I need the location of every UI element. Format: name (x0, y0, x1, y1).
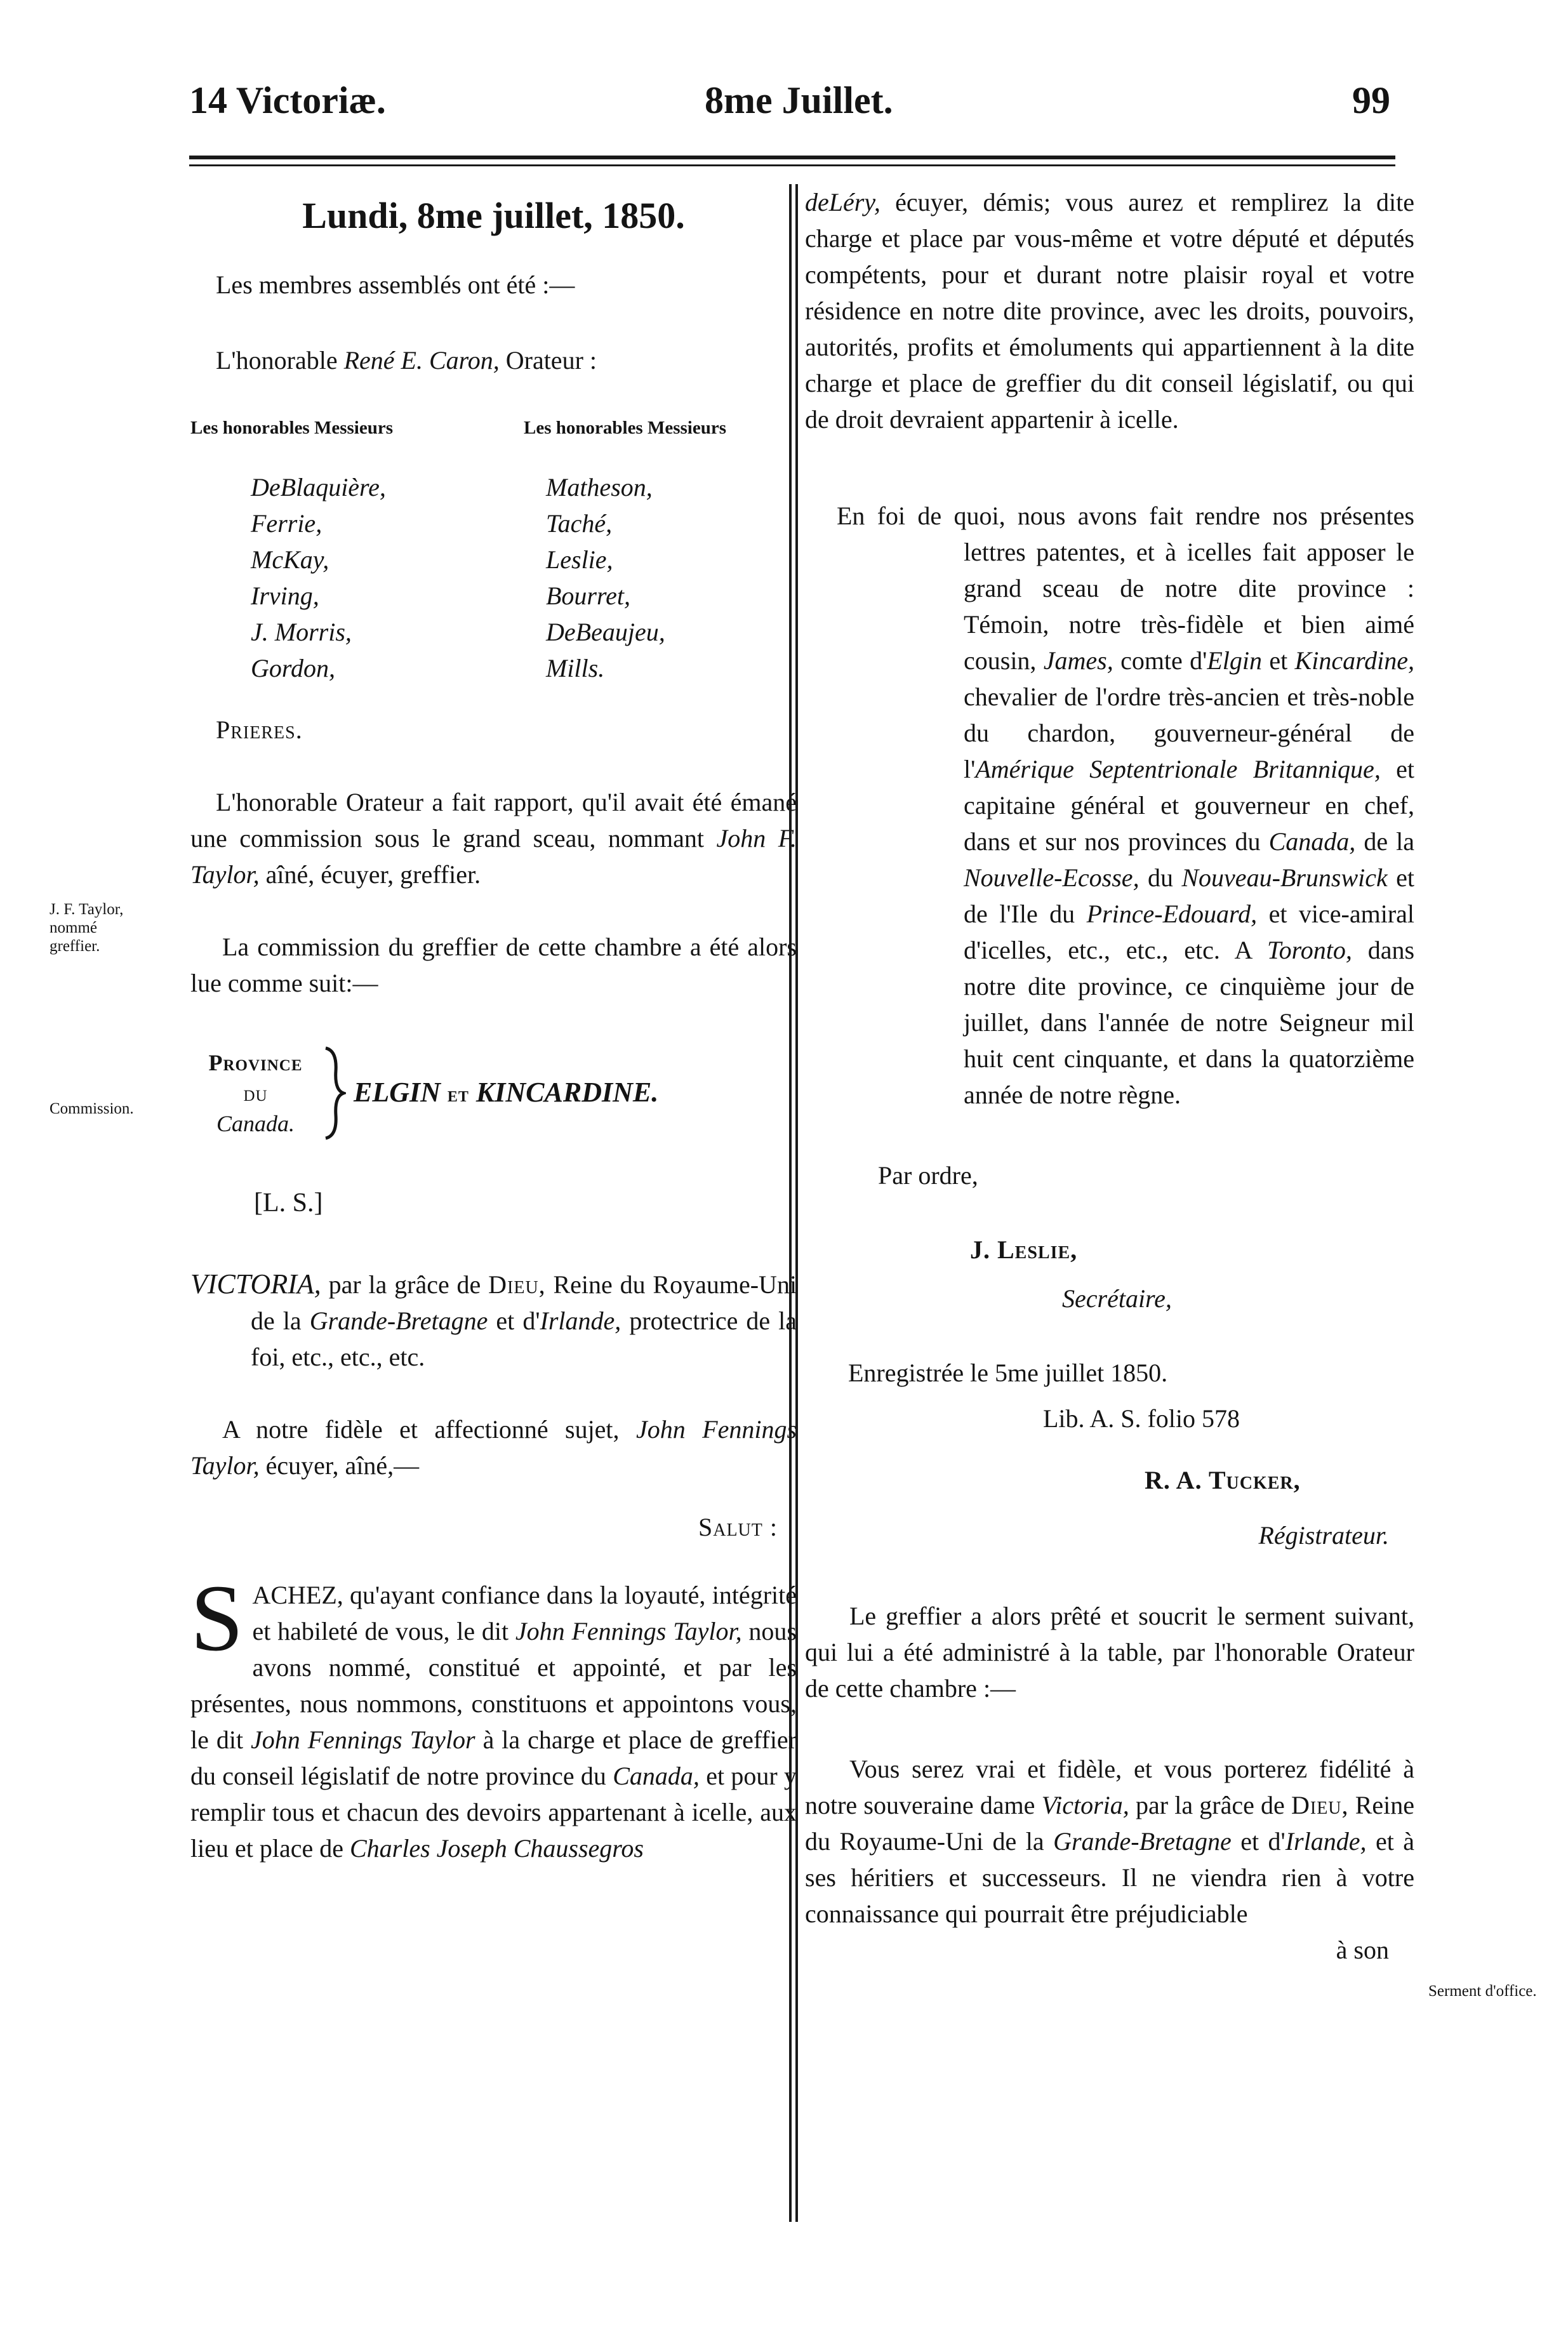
title-secretaire: Secrétaire, (1062, 1284, 1172, 1313)
page-number: 99 (1352, 79, 1390, 121)
serment-continuation: à son (1336, 1936, 1389, 1964)
par-ordre: Par ordre, (878, 1161, 978, 1190)
member-name: Mills. (546, 654, 605, 682)
title-registrateur: Régistrateur. (1258, 1521, 1389, 1550)
member-name: McKay, (251, 545, 329, 574)
enregistree-line: Enregistrée le 5me juillet 1850. (848, 1359, 1168, 1387)
signatory-leslie: J. Leslie, (970, 1235, 1078, 1264)
orateur-line: L'honorable René E. Caron, Orateur : (216, 346, 597, 375)
member-name: DeBeaujeu, (546, 618, 665, 646)
header-rule-thick (189, 156, 1395, 159)
members-names (190, 469, 797, 686)
province-block (190, 1046, 797, 1141)
left-column (190, 190, 797, 1866)
names-header-left: Les honorables Messieurs (190, 418, 393, 438)
member-name: Irving, (251, 582, 319, 610)
names-headers (190, 410, 797, 446)
orateur-name: René E. Caron, (343, 346, 500, 375)
prieres-heading: Prieres. (216, 715, 303, 744)
drop-cap: S (190, 1565, 244, 1671)
salut: Salut : (698, 1513, 778, 1541)
seal-mark: [L. S.] (254, 1188, 323, 1218)
member-name: DeBlaquière, (251, 473, 386, 502)
brace-icon (321, 1046, 346, 1141)
member-name: Matheson, (546, 473, 653, 502)
sachez-paragraph: S ACHEZ, qu'ayant confiance dans la loyauté, intégrité et habileté de vous, le dit John Fennings Taylor, nous avons nommé, constitué et appointé, et par les présentes, nous nommons, constituons et appointons vous, le dit John Fennings Taylor à la charge et place de greffier du conseil législatif de notre province du Canada, et pour y remplir tous et chacun des devoirs appartenant à icelle, aux lieu et place de Charles Joseph Chaussegros (190, 1565, 797, 1863)
victoria-paragraph: VICTORIA, par la grâce de Dieu, Reine du Royaume-Uni de la Grande-Bretagne et d'Irlande, protectrice de la foi, etc., etc., etc. (190, 1268, 797, 1371)
member-name: Bourret, (546, 582, 630, 610)
member-name: Ferrie, (251, 509, 322, 538)
fidele-paragraph: A notre fidèle et affectionné sujet, John Fennings Taylor, écuyer, aîné,— (190, 1415, 797, 1480)
member-name: Taché, (546, 509, 613, 538)
member-name: Gordon, (251, 654, 335, 682)
rapport-paragraph: L'honorable Orateur a fait rapport, qu'il avait été émané une commission sous le grand sceau, nommant John F. Taylor, aîné, écuyer, greffier. (190, 788, 797, 889)
date-heading: Lundi, 8me juillet, 1850. (302, 195, 685, 236)
signatory-tucker: R. A. Tucker, (1145, 1466, 1301, 1494)
names-left-list (251, 469, 546, 686)
names-right-list (546, 469, 665, 686)
margin-note-taylor: J. F. Taylor, nommé greffier. (50, 901, 124, 955)
lib-folio: Lib. A. S. folio 578 (1043, 1404, 1240, 1433)
running-header-left: 14 Victoriæ. (189, 79, 386, 121)
names-header-right: Les honorables Messieurs (524, 418, 726, 438)
commission-continuation: deLéry, écuyer, démis; vous aurez et remplirez la dite charge et place par vous-même et votre député et députés compétents, pour et durant notre plaisir royal et votre résidence en notre dite province, avec les droits, pouvoirs, autorités, profits et émoluments qui appartiennent à la dite charge et place de greffier du dit conseil législatif, ou qui de droit devraient appartenir à icelle. (805, 188, 1414, 434)
serment-paragraph: Vous serez vrai et fidèle, et vous porterez fidélité à notre souveraine dame Victoria, par la grâce de Dieu, Reine du Royaume-Uni de la Grande-Bretagne et d'Irlande, et à ses héritiers et successeurs. Il ne viendra rien à votre connaissance qui pourrait être préjudiciable (805, 1755, 1415, 1928)
elgin-kincardine: ELGIN et KINCARDINE. (354, 1076, 659, 1108)
margin-note-serment: Serment d'office. (1428, 1983, 1537, 2000)
en-foi-paragraph: En foi de quoi, nous avons fait rendre nos présentes lettres patentes, et à icelles fait apposer le grand sceau de notre dite province : Témoin, notre très-fidèle et bien aimé cousin, James, comte d'Elgin et Kincardine, chevalier de l'ordre très-ancien et très-noble du chardon, gouverneur-général de l'Amérique Septentrionale Britannique, et capitaine général et gouverneur en chef, dans et sur nos provinces du Canada, de la Nouvelle-Ecosse, du Nouveau-Brunswick et de l'Ile du Prince-Edouard, et vice-amiral d'icelles, etc., etc., etc. A Toronto, dans notre dite province, ce cinquième jour de juillet, dans l'année de notre Seigneur mil huit cent cinquante, et dans la quatorzième année de notre règne. (837, 502, 1415, 1109)
province-label: Province du Canada. (208, 1050, 303, 1136)
running-header-center: 8me Juillet. (705, 79, 893, 121)
right-column (805, 184, 1414, 1968)
greffier-serment-paragraph: Le greffier a alors prêté et soucrit le serment suivant, qui lui a été administré à la table, par l'honorable Orateur de cette chambre :— (805, 1602, 1414, 1703)
margin-note-commission: Commission. (50, 1100, 134, 1117)
members-intro: Les membres assemblés ont été :— (216, 270, 575, 299)
commission-paragraph: La commission du greffier de cette chambre a été alors lue comme suit:— (190, 933, 797, 997)
member-name: J. Morris, (251, 618, 352, 646)
header-rule-thin (189, 164, 1395, 166)
member-name: Leslie, (546, 545, 613, 574)
